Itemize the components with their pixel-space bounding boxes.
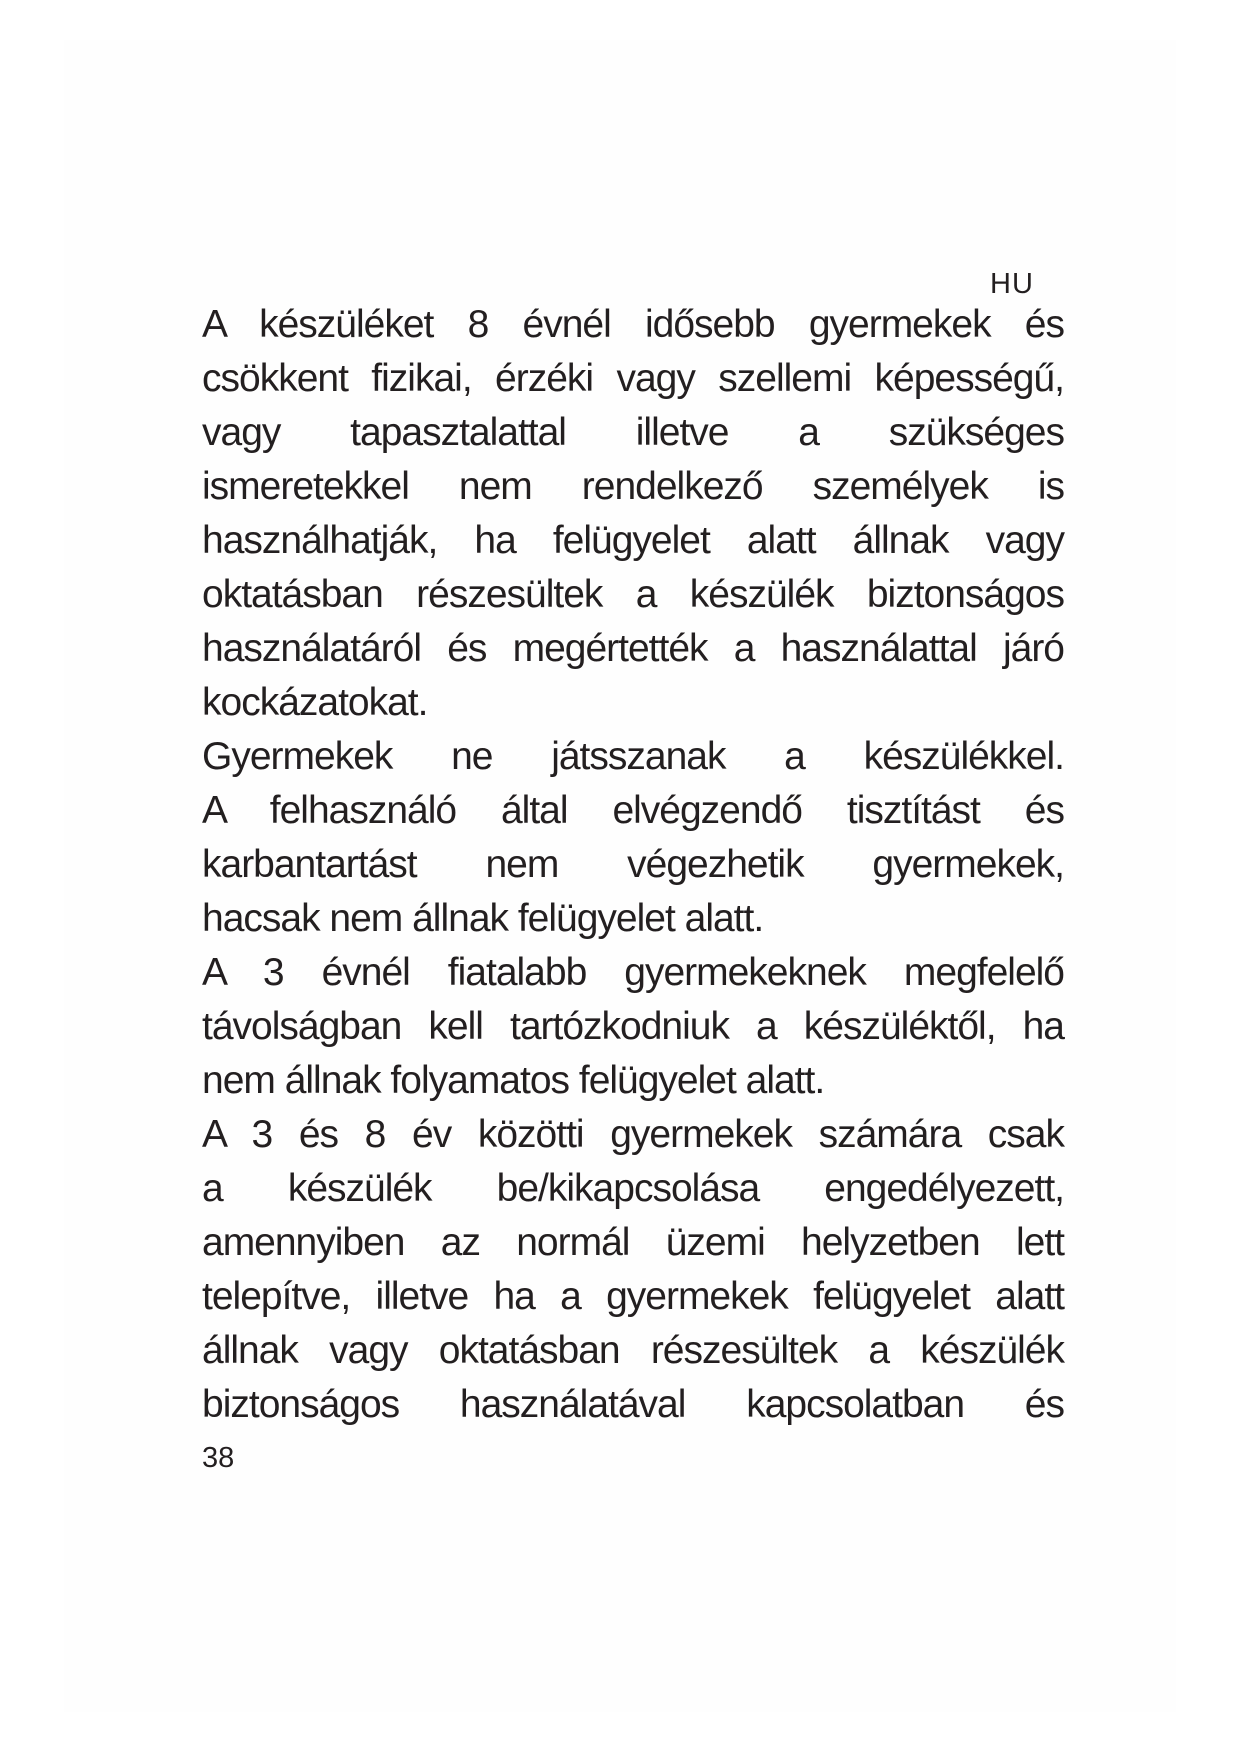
body-line: karbantartást nem végezhetik gyermekek, bbox=[202, 843, 1064, 886]
body-line: A készüléket 8 évnél idősebb gyermekek és bbox=[202, 303, 1064, 346]
body-text bbox=[202, 298, 1064, 1432]
body-line: amennyiben az normál üzemi helyzetben lett bbox=[202, 1221, 1064, 1264]
body-line: használhatják, ha felügyelet alatt állnak vagy bbox=[202, 519, 1064, 562]
body-line: telepítve, illetve ha a gyermekek felügyelet alatt bbox=[202, 1275, 1064, 1318]
body-line: hacsak nem állnak felügyelet alatt. bbox=[202, 897, 764, 940]
body-line: a készülék be/kikapcsolása engedélyezett, bbox=[202, 1167, 1064, 1210]
body-line: A felhasználó által elvégzendő tisztítást és bbox=[202, 789, 1064, 832]
body-line: ismeretekkel nem rendelkező személyek is bbox=[202, 465, 1064, 508]
body-line: Gyermekek ne játsszanak a készülékkel. bbox=[202, 735, 1064, 778]
body-line: vagy tapasztalattal illetve a szükséges bbox=[202, 411, 1064, 454]
body-line: használatáról és megértették a használattal járó bbox=[202, 627, 1064, 670]
page-number: 38 bbox=[202, 1442, 235, 1474]
body-line: oktatásban részesültek a készülék biztonságos bbox=[202, 573, 1064, 616]
body-line: csökkent fizikai, érzéki vagy szellemi képességű, bbox=[202, 357, 1064, 400]
body-line: A 3 évnél fiatalabb gyermekeknek megfelelő bbox=[202, 951, 1064, 994]
language-code: HU bbox=[990, 268, 1034, 300]
body-line: nem állnak folyamatos felügyelet alatt. bbox=[202, 1059, 825, 1102]
body-line: állnak vagy oktatásban részesültek a készülék bbox=[202, 1329, 1064, 1372]
body-line: kockázatokat. bbox=[202, 681, 428, 724]
body-line: távolságban kell tartózkodniuk a készüléktől, ha bbox=[202, 1005, 1064, 1048]
body-line: biztonságos használatával kapcsolatban és bbox=[202, 1383, 1064, 1426]
body-line: A 3 és 8 év közötti gyermekek számára csak bbox=[202, 1113, 1064, 1156]
